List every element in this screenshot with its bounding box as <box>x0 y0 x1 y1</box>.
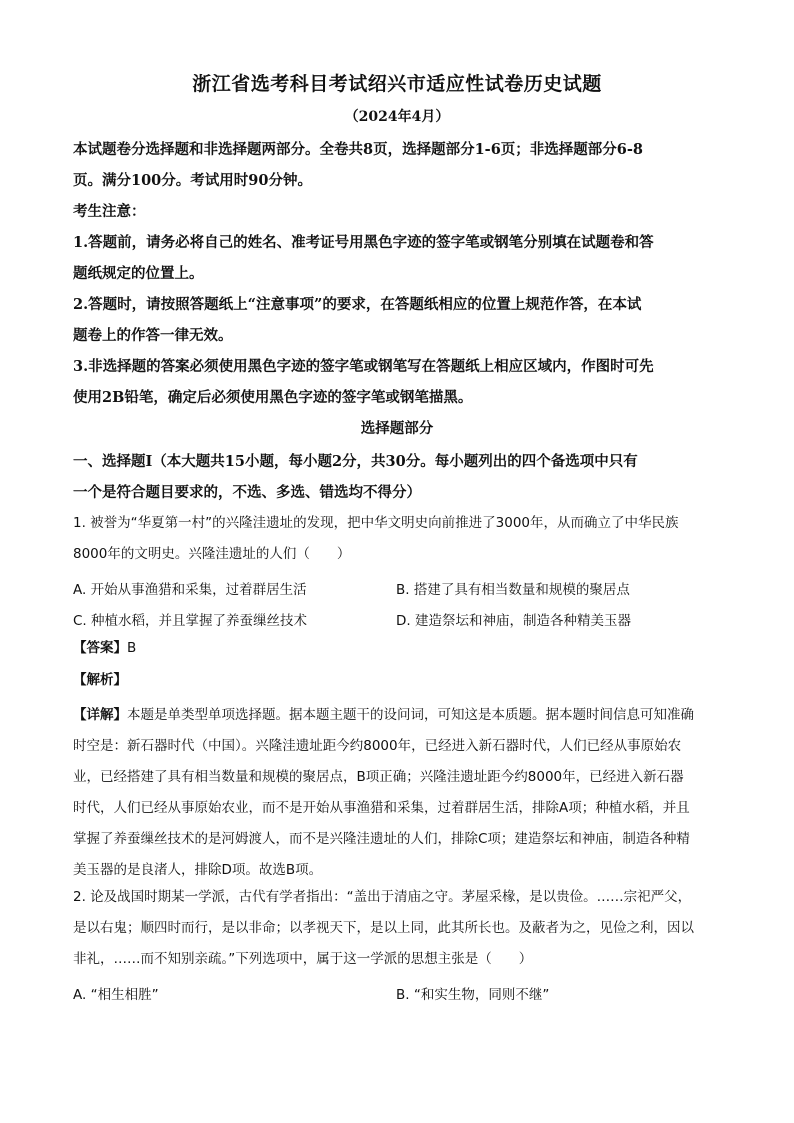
instruction-line: 本试题卷分选择题和非选择题两部分。全卷共8页，选择题部分1-6页；非选择题部分6-8 <box>73 141 643 158</box>
question-1-stem <box>73 508 723 570</box>
answer-row <box>73 636 723 656</box>
detail-explanation <box>73 700 723 886</box>
option-a: A. “相生相胜” <box>73 987 159 1003</box>
section-heading-line: 一个是符合题目要求的，不选、多选、错选均不得分） <box>73 484 421 501</box>
notice-line: 题卷上的作答一律无效。 <box>73 327 233 344</box>
section-title: 选择题部分 <box>360 420 434 437</box>
option-b: B. “和实生物，同则不继” <box>396 987 550 1003</box>
notice-line: 使用2B铅笔，确定后必须使用黑色字迹的签字笔或钢笔描黑。 <box>73 389 473 406</box>
section-heading <box>73 446 723 508</box>
notice-line: 3.非选择题的答案必须使用黑色字迹的签字笔或钢笔写在答题纸上相应区域内，作图时可先 <box>73 358 654 375</box>
answer-value: B <box>127 640 137 656</box>
detail-tag: 【详解】 <box>73 707 127 723</box>
question-2-stem <box>73 882 723 975</box>
page-title: 浙江省选考科目考试绍兴市适应性试卷历史试题 <box>192 73 602 95</box>
detail-line <box>73 700 723 731</box>
analysis-row <box>73 668 723 688</box>
instruction-line: 页。满分100分。考试用时90分钟。 <box>73 172 312 189</box>
analysis-tag: 【解析】 <box>73 672 127 688</box>
exam-instructions <box>73 134 723 413</box>
section-heading-line: 一、选择题Ⅰ（本大题共15小题，每小题2分，共30分。每小题列出的四个备选项中只有 <box>73 453 638 470</box>
exam-date: （2024年4月） <box>344 109 450 125</box>
option-a: A. 开始从事渔猎和采集，过着群居生活 <box>73 582 307 598</box>
notice-line: 1.答题前，请务必将自己的姓名、准考证号用黑色字迹的签字笔或钢笔分别填在试题卷和答 <box>73 234 654 251</box>
answer-tag: 【答案】 <box>73 640 127 656</box>
detail-text: 本题是单类型单项选择题。据本题主题干的设问词，可知这是本质题。据本题时间信息可知准确 <box>127 707 694 723</box>
question-stem-line: 8000年的文明史。兴隆洼遗址的人们（ ） <box>73 546 351 562</box>
question-stem-line: 非礼，……而不知别亲疏。”下列选项中，属于这一学派的思想主张是（ ） <box>73 951 533 967</box>
notice-label: 考生注意： <box>73 203 146 220</box>
option-c: C. 种植水稻，并且掌握了养蚕缫丝技术 <box>73 613 308 629</box>
option-b: B. 搭建了具有相当数量和规模的聚居点 <box>396 582 630 598</box>
question-stem-line: 2. 论及战国时期某一学派，古代有学者指出：“盖出于清庙之守。茅屋采椽，是以贵俭。……宗祀严父， <box>73 889 692 905</box>
detail-line: 业，已经搭建了具有相当数量和规模的聚居点，B项正确；兴隆洼遗址距今约8000年，已经进入新石器 <box>73 769 684 785</box>
question-stem-line: 是以右鬼；顺四时而行，是以非命；以孝视天下，是以上同，此其所长也。及蔽者为之，见俭之利，因以 <box>73 920 694 936</box>
option-d: D. 建造祭坛和神庙，制造各种精美玉器 <box>396 613 631 629</box>
detail-line: 时空是：新石器时代（中国）。兴隆洼遗址距今约8000年，已经进入新石器时代，人们已经从事原始农 <box>73 738 682 754</box>
notice-line: 题纸规定的位置上。 <box>73 265 204 282</box>
detail-line: 掌握了养蚕缫丝技术的是河姆渡人，而不是兴隆洼遗址的人们，排除C项；建造祭坛和神庙，制造各种精 <box>73 831 690 847</box>
notice-line: 2.答题时，请按照答题纸上“注意事项”的要求，在答题纸相应的位置上规范作答，在本试 <box>73 296 642 313</box>
question-stem-line: 1. 被誉为“华夏第一村”的兴隆洼遗址的发现，把中华文明史向前推进了3000年，从而确立了中华民族 <box>73 515 679 531</box>
detail-line: 美玉器的是良渚人，排除D项。故选B项。 <box>73 862 323 878</box>
detail-line: 时代，人们已经从事原始农业，而不是开始从事渔猎和采集，过着群居生活，排除A项；种植水稻，并且 <box>73 800 690 816</box>
